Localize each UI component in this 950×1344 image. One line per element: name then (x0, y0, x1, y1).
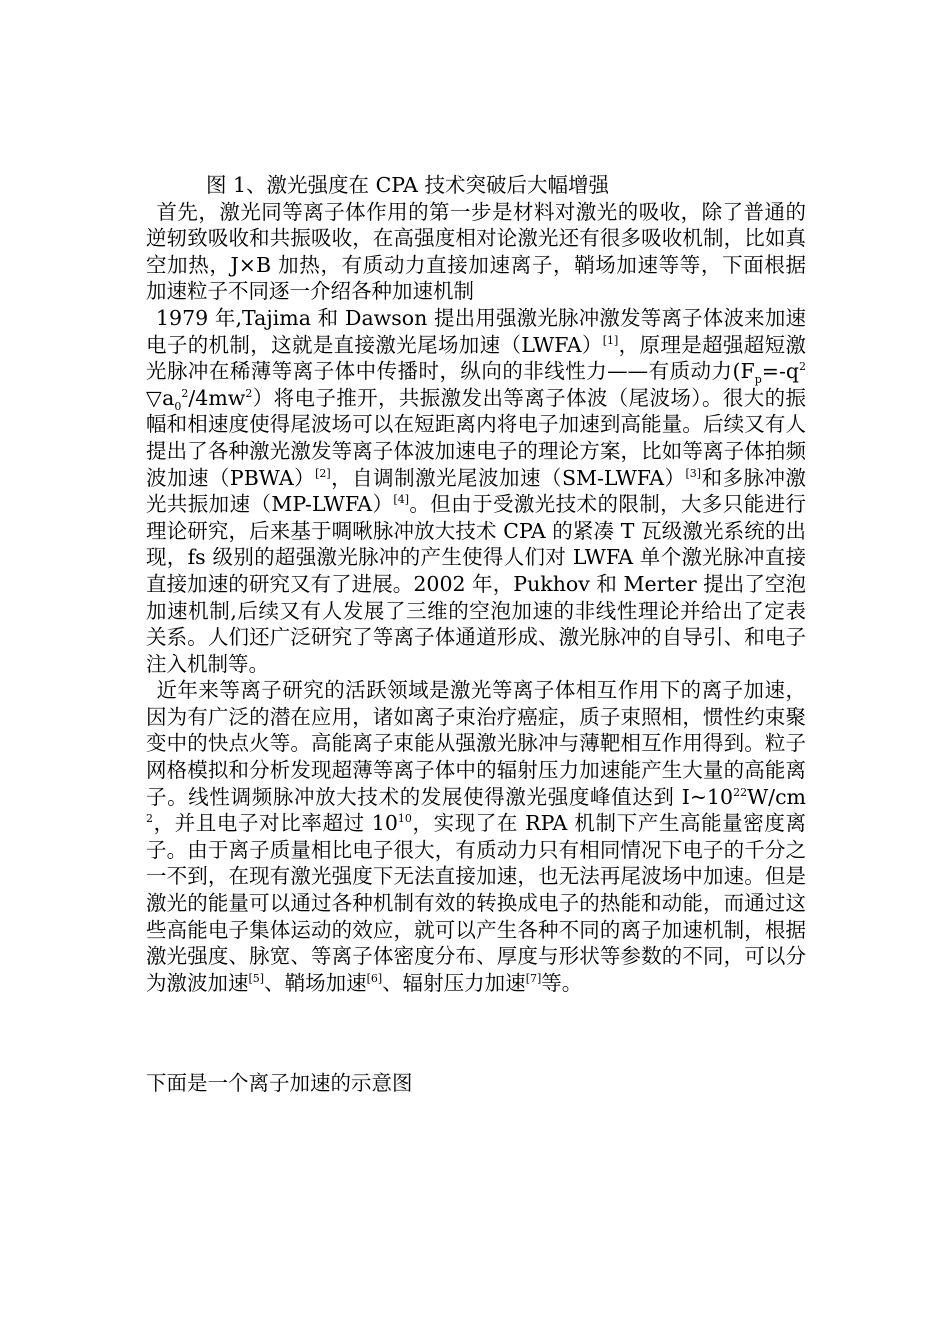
text-run: 、辐射压力加速 (382, 970, 526, 995)
figure-caption: 图 1、激光强度在 CPA 技术突破后大幅增强 (206, 173, 609, 197)
text-run: ，实现了在 RPA 机制下产生高能量密度离子。由于离子质量相比电子很大，有质动力只有相同情况下电子的千分之一不到，在现有激光强度下无法直接加速，也无法再尾波场中加速。但是激光的能量可以通过各种机制有效的转换成电子的热能和动能，而通过这些高能电子集体运动的效应，就可以产生各种不同的离子加速机制，根据激光强度、脉宽、等离子体密度分布、厚度与形状等参数的不同，可以分为激波加速 (146, 811, 806, 995)
superscript: 2 (799, 360, 806, 374)
text-run: W/cm (747, 784, 806, 809)
citation-ref-6: [6] (366, 971, 383, 985)
superscript: 2 (245, 386, 253, 400)
figure-intro-note: 下面是一个离子加速的示意图 (146, 1071, 413, 1095)
superscript: 2 (181, 386, 189, 400)
text-run: ▽a (146, 385, 175, 410)
text-run: 近年来等离子研究的活跃领域是激光等离子体相互作用下的离子加速，因为有广泛的潜在应用，诸如离子束治疗癌症，质子束照相，惯性约束聚变中的快点火等。高能离子束能从强激光脉冲与薄靶相互作用得到。粒子网格模拟和分析发现超薄等离子体中的辐射压力加速能产生大量的高能离子。线性调频脉冲放大技术的发展使得激光强度峰值达到 I~10 (146, 678, 806, 809)
text-run: 等。 (541, 970, 583, 995)
text-run: =-q (761, 359, 799, 384)
citation-ref-5: [5] (248, 971, 265, 985)
text-run: 、鞘场加速 (264, 970, 367, 995)
superscript: 22 (733, 785, 748, 799)
citation-ref-2: [2] (315, 466, 331, 480)
text-run: 。但由于受激光技术的限制，大多只能进行理论研究，后来基于啁啾脉冲放大技术 CPA 的紧凑 T 瓦级激光系统的出现，fs 级别的超强激光脉冲的产生使得人们对 LWFA 单个激光脉冲直接直接加速的研究又有了进展。2002 年，Pukhov 和 Merter 提出了空泡加速机制,后续又有人发展了三维的空泡加速的非线性理论并给出了定表关系。人们还广泛研究了等离子体通道形成、激光脉冲的自导引、和电子注入机制等。 (146, 492, 806, 676)
text-run: 1979 年,Tajima 和 Dawson 提出用强激光脉冲激发等离子体波来加速电子的机制，这就是直接激光尾场加速（LWFA） (146, 305, 806, 357)
text-run: /4mw (188, 385, 246, 410)
text-run: ）将电子推开，共振激发出等离子体波（尾波场）。很大的振幅和相速度使得尾波场可以在短距离内将电子加速到高能量。后续又有人提出了各种激光激发等离子体波加速电子的理论方案，比如等离子体拍频波加速（PBWA） (146, 385, 806, 490)
paragraph-absorption-text: 首先，激光同等离子体作用的第一步是材料对激光的吸收，除了普通的逆轫致吸收和共振吸收，在高强度相对论激光还有很多吸收机制，比如真空加热，J×B 加热，有质动力直接加速离子，鞘场加速等等，下面根据加速粒子不同逐一介绍各种加速机制 (146, 199, 806, 304)
paragraph-lwfa (146, 305, 806, 677)
citation-ref-7: [7] (525, 971, 542, 985)
paragraph-ion-acceleration (146, 677, 806, 996)
text-run: ，并且电子对比率超过 10 (153, 811, 398, 836)
subscript: 0 (174, 399, 182, 413)
document-body (146, 172, 806, 996)
subscript: p (754, 373, 762, 387)
superscript: 2 (146, 812, 153, 826)
text-run: ，原理是超强超短激光脉冲在稀薄等离子体中传播时，纵向的非线性力——有质动力(F (146, 332, 806, 384)
citation-ref-1: [1] (602, 333, 619, 347)
paragraph-absorption (146, 199, 806, 305)
superscript: 10 (397, 812, 412, 826)
text-run: 和多脉冲激光共振加速（MP-LWFA） (146, 465, 807, 517)
citation-ref-4: [4] (393, 493, 409, 507)
text-run: ，自调制激光尾波加速（SM-LWFA） (330, 465, 686, 490)
citation-ref-3: [3] (685, 466, 702, 480)
